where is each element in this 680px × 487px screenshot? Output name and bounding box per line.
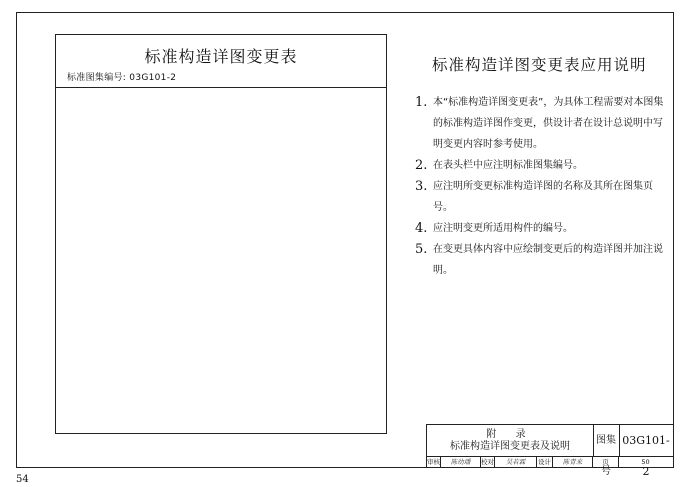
note-text: 应注明变更所适用构件的编号。 <box>433 223 573 234</box>
note-number: 2. <box>415 158 428 173</box>
notes-list <box>415 92 670 281</box>
note-item <box>415 176 670 218</box>
note-item <box>415 239 670 281</box>
check-label: 校对 <box>481 458 494 466</box>
signature-row <box>427 456 673 468</box>
title-block <box>426 424 674 478</box>
change-table <box>55 34 387 434</box>
note-number: 4. <box>415 221 428 236</box>
note-text: 在表头栏中应注明标准图集编号。 <box>433 160 583 171</box>
change-table-title: 标准构造详图变更表 <box>144 47 298 66</box>
title-block-heading: 附 录 <box>486 429 534 440</box>
title-block-subtitle: 标准构造详图变更表及说明 <box>450 441 570 452</box>
page-number: 54 <box>16 474 29 485</box>
page-value: 50 <box>641 458 650 466</box>
page-label: 页 <box>593 457 619 468</box>
review-label: 审核 <box>427 458 440 466</box>
design-signature: 陈青来 <box>553 457 593 468</box>
note-number: 5. <box>415 242 428 257</box>
design-label: 设计 <box>538 458 551 466</box>
atlas-code: 标准图集编号: 03G101-2 <box>67 73 177 83</box>
note-number: 3. <box>415 179 428 194</box>
note-text: 本“标准构造详图变更表”，为具体工程需要对本图集的标准构造详图作变更，供设计者在设计总说明中写明变更内容时参考使用。 <box>433 97 664 150</box>
notes-title: 标准构造详图变更表应用说明 <box>432 56 647 74</box>
note-text: 应注明所变更标准构造详图的名称及其所在图集页号。 <box>433 181 653 213</box>
change-table-header <box>56 35 386 88</box>
atlas-label: 图集号 <box>593 425 620 456</box>
note-item <box>415 155 670 176</box>
atlas-number: 03G101-2 <box>622 434 670 478</box>
note-number: 1. <box>415 95 428 110</box>
review-signature: 陈幼璠 <box>441 457 481 468</box>
note-item <box>415 92 670 155</box>
check-signature: 吴若霖 <box>495 457 537 468</box>
title-block-main <box>427 425 594 456</box>
note-item <box>415 218 670 239</box>
note-text: 在变更具体内容中应绘制变更后的构造详图并加注说明。 <box>433 244 663 276</box>
